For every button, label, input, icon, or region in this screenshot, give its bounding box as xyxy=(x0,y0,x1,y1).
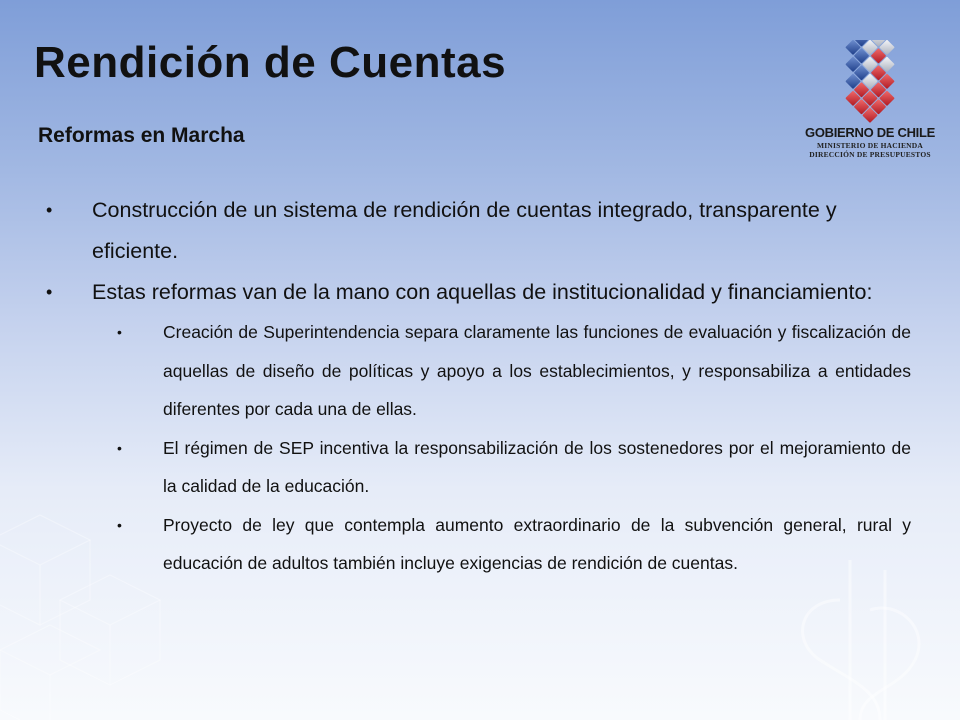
logo-cubes-icon xyxy=(800,40,940,125)
logo-line-3: DIRECCIÓN DE PRESUPUESTOS xyxy=(809,150,931,159)
slide-content xyxy=(46,190,926,583)
sub-bullet-text: Proyecto de ley que contempla aumento extraordinario de la subvención general, rural y educación de adultos también incluye exigencias de rendición de cuentas. xyxy=(163,514,911,573)
bullet-item xyxy=(46,272,926,313)
logo-line-1: GOBIERNO DE CHILE xyxy=(805,125,935,140)
bullet-marker: • xyxy=(46,282,53,302)
emblem-watermark xyxy=(803,560,919,720)
bullet-text: Estas reformas van de la mano con aquellas de institucionalidad y financiamiento: xyxy=(92,280,873,304)
sub-bullet-marker: • xyxy=(117,516,122,533)
bullet-marker: • xyxy=(46,200,53,220)
logo-line-2: MINISTERIO DE HACIENDA xyxy=(816,141,924,150)
slide-subtitle: Reformas en Marcha xyxy=(38,124,245,147)
sub-bullet-text: Creación de Superintendencia separa claramente las funciones de evaluación y fiscalización de aquellas de diseño de políticas y apoyo a los establecimientos, y responsabiliza a entidades diferentes por cada una de ellas. xyxy=(163,322,911,419)
bullet-text: Construcción de un sistema de rendición de cuentas integrado, transparente y eficiente. xyxy=(92,198,837,263)
bullet-item xyxy=(46,190,926,272)
slide-title: Rendición de Cuentas xyxy=(34,38,507,87)
gobierno-de-chile-logo xyxy=(800,40,940,165)
sub-bullet-marker: • xyxy=(117,324,122,340)
sub-bullet-item xyxy=(117,506,911,583)
sub-bullet-item xyxy=(117,429,911,506)
sub-bullet-marker: • xyxy=(117,439,122,456)
sub-bullet-item xyxy=(117,313,911,429)
sub-bullet-text: El régimen de SEP incentiva la responsabilización de los sostenedores por el mejoramiento de la calidad de la educación. xyxy=(163,437,911,496)
sub-bullet-list xyxy=(46,313,926,583)
